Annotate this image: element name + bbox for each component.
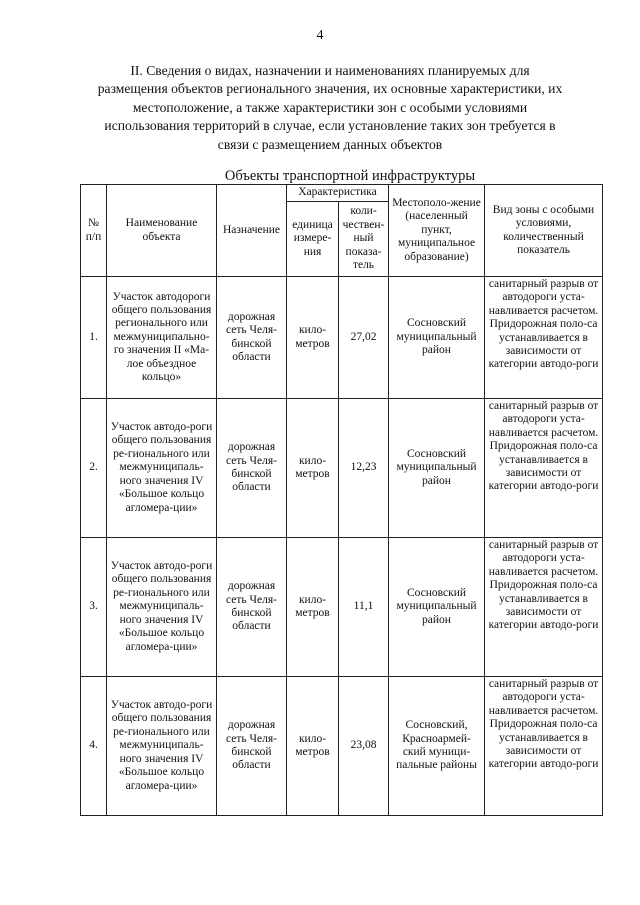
cell-location: Сосновский муниципальный район (389, 399, 485, 538)
header-name: Наименование объекта (107, 185, 217, 277)
cell-purpose: дорожная сеть Челя-бинской области (217, 277, 287, 399)
cell-unit: кило-метров (287, 399, 339, 538)
section-heading: II. Сведения о видах, назначении и наименованиях планируемых для размещения объектов регионального значения, их основные характеристики, их местоположение, а также характеристики зон с особыми условиями использования территорий в случае, если установление таких зон требуется в связи с размещением данных объектов (97, 63, 563, 152)
cell-name: Участок автодороги общего пользования регионального или межмуниципально-го значения II «Ма-лое объездное кольцо» (107, 277, 217, 399)
cell-quantity: 23,08 (339, 677, 389, 816)
cell-zone: санитарный разрыв от автодороги уста-навливается расчетом. Придорожная поло-са устанавливается в зависимости от категории автодо-роги (485, 677, 603, 816)
header-characteristics: Характеристика (287, 185, 389, 202)
header-purpose: Назначение (217, 185, 287, 277)
transport-objects-table (80, 184, 603, 816)
cell-num: 3. (81, 538, 107, 677)
table-header-row (81, 185, 603, 202)
cell-purpose: дорожная сеть Челя-бинской области (217, 399, 287, 538)
cell-unit: кило-метров (287, 677, 339, 816)
cell-num: 4. (81, 677, 107, 816)
cell-num: 1. (81, 277, 107, 399)
cell-name: Участок автодо-роги общего пользования ре-гионального или межмуниципаль-ного значения IV «Большое кольцо агломера-ции» (107, 538, 217, 677)
cell-zone: санитарный разрыв от автодороги уста-навливается расчетом. Придорожная поло-са устанавливается в зависимости от категории автодо-роги (485, 538, 603, 677)
cell-name: Участок автодо-роги общего пользования ре-гионального или межмуниципаль-ного значения IV «Большое кольцо агломера-ции» (107, 399, 217, 538)
header-quantity: коли-чествен-ный показа-тель (339, 202, 389, 277)
cell-num: 2. (81, 399, 107, 538)
table-row (81, 399, 603, 538)
page-number: 4 (316, 28, 324, 43)
cell-unit: кило-метров (287, 277, 339, 399)
table-row (81, 677, 603, 816)
header-unit: единица измере-ния (287, 202, 339, 277)
header-num: № п/п (81, 185, 107, 277)
cell-quantity: 11,1 (339, 538, 389, 677)
cell-quantity: 12,23 (339, 399, 389, 538)
cell-location: Сосновский муниципальный район (389, 277, 485, 399)
cell-purpose: дорожная сеть Челя-бинской области (217, 538, 287, 677)
cell-location: Сосновский, Красноармей-ский муници-пальные районы (389, 677, 485, 816)
cell-location: Сосновский муниципальный район (389, 538, 485, 677)
table-row (81, 277, 603, 399)
cell-zone: санитарный разрыв от автодороги уста-навливается расчетом. Придорожная поло-са устанавливается в зависимости от категории автодо-роги (485, 277, 603, 399)
cell-purpose: дорожная сеть Челя-бинской области (217, 677, 287, 816)
header-zone: Вид зоны с особыми условиями, количественный показатель (485, 185, 603, 277)
table-title: Объекты транспортной инфраструктуры (224, 168, 476, 184)
header-location: Местополо-жение (населенный пункт, муниципальное образование) (389, 185, 485, 277)
cell-quantity: 27,02 (339, 277, 389, 399)
cell-unit: кило-метров (287, 538, 339, 677)
cell-zone: санитарный разрыв от автодороги уста-навливается расчетом. Придорожная поло-са устанавливается в зависимости от категории автодо-роги (485, 399, 603, 538)
cell-name: Участок автодо-роги общего пользования ре-гионального или межмуниципаль-ного значения IV «Большое кольцо агломера-ции» (107, 677, 217, 816)
table-row (81, 538, 603, 677)
